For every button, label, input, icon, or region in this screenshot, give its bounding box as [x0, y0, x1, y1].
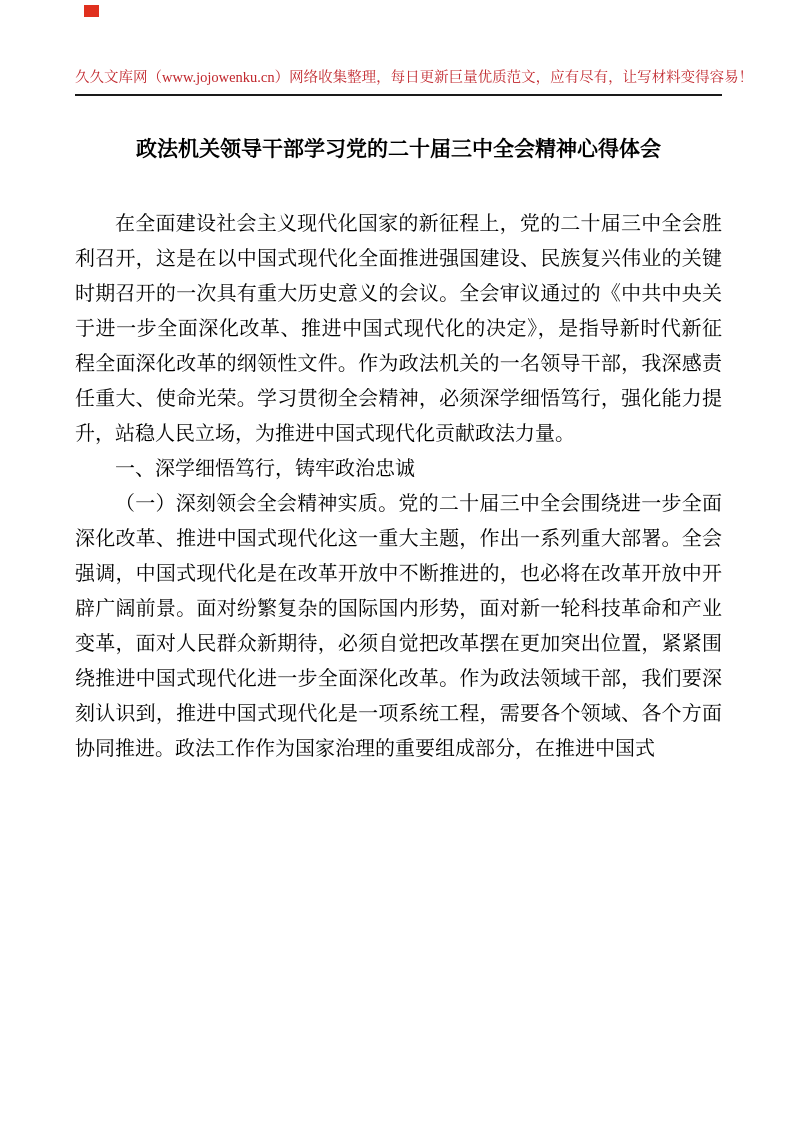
header-divider — [75, 94, 722, 96]
section-heading: 一、深学细悟笃行，铸牢政治忠诚 — [115, 458, 415, 480]
site-notice-text: 久久文库网（www.jojowenku.cn）网络收集整理，每日更新巨量优质范文，应有尽有，让写材料变得容易！ — [75, 70, 754, 86]
document-title: 政法机关领导干部学习党的二十届三中全会精神心得体会 — [136, 137, 661, 161]
body-paragraph: 在全面建设社会主义现代化国家的新征程上，党的二十届三中全会胜利召开，这是在以中国式现代化全面推进强国建设、民族复兴伟业的关键时期召开的一次具有重大历史意义的会议。全会审议通过的《中共中央关于进一步全面深化改革、推进中国式现代化的决定》，是指导新时代新征程全面深化改革的纲领性文件。作为政法机关的一名领导干部，我深感责任重大、使命光荣。学习贯彻全会精神，必须深学细悟笃行，强化能力提升，站稳人民立场，为推进中国式现代化贡献政法力量。 — [75, 213, 722, 445]
document-body — [75, 207, 722, 767]
red-stamp-mark — [84, 5, 99, 17]
body-paragraph: （一）深刻领会全会精神实质。党的二十届三中全会围绕进一步全面深化改革、推进中国式现代化这一重大主题，作出一系列重大部署。全会强调，中国式现代化是在改革开放中不断推进的，也必将在改革开放中开辟广阔前景。面对纷繁复杂的国际国内形势，面对新一轮科技革命和产业变革，面对人民群众新期待，必须自觉把改革摆在更加突出位置，紧紧围绕推进中国式现代化进一步全面深化改革。作为政法领域干部，我们要深刻认识到，推进中国式现代化是一项系统工程，需要各个领域、各个方面协同推进。政法工作作为国家治理的重要组成部分，在推进中国式 — [75, 493, 722, 760]
page-header — [75, 0, 754, 87]
